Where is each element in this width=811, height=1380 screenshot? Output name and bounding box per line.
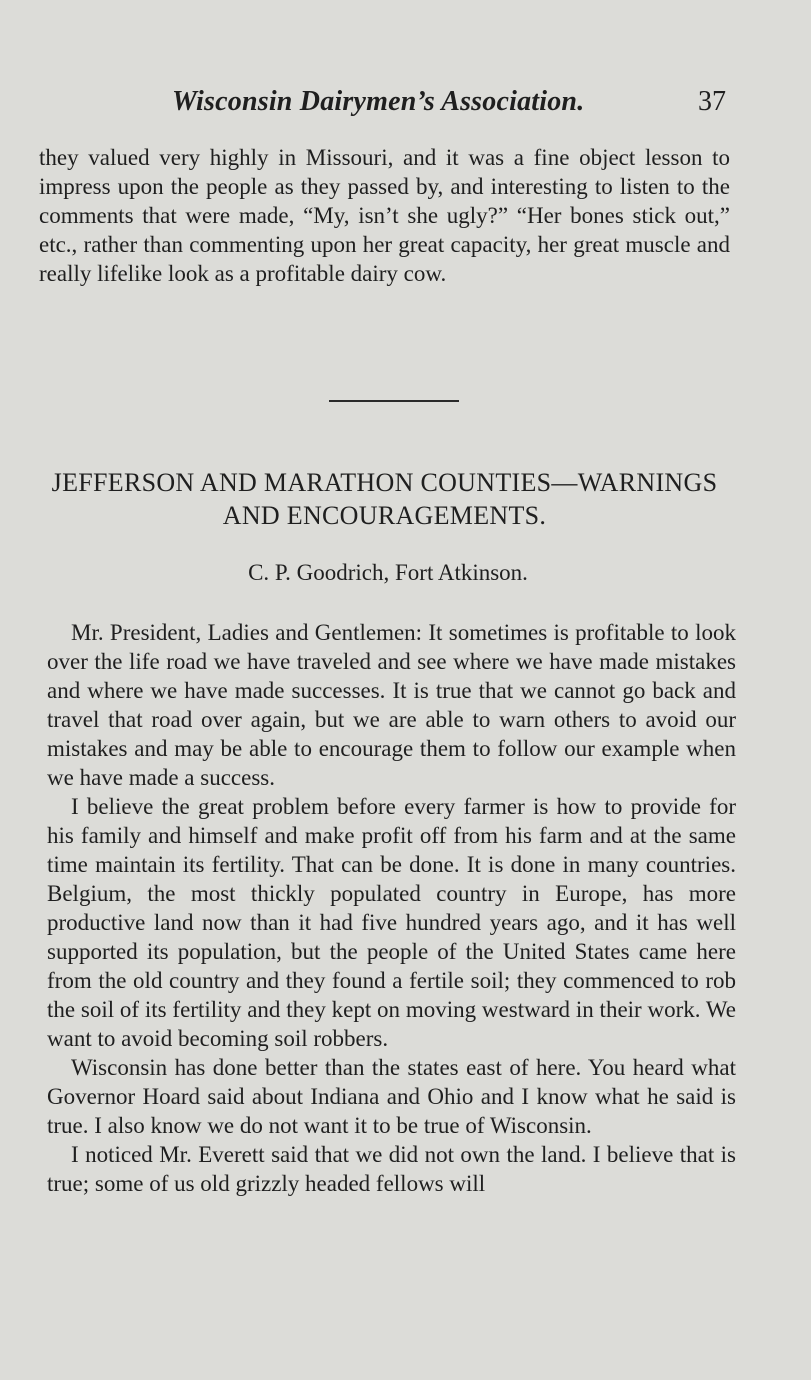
body-paragraph: Mr. President, Ladies and Gentlemen: It sometimes is profitable to look over the life road we have traveled and see where we have made mistakes and where we have made successes. It is true that we cannot go back and travel that road over again, but we are able to warn others to avoid our mistakes and may be able to encourage them to follow our example when we have made a success. (47, 620, 736, 790)
page-number: 37 (698, 86, 726, 117)
body-paragraph: I believe the great problem before every farmer is how to provide for his family and himself and make profit off from his farm and at the same time maintain its fertility. That can be done. It is done in many countries. Belgium, the most thickly populated country in Europe, has more productive land now than it had five hundred years ago, and it has well supported its population, but the people of the United States came here from the old country and they found a fertile soil; they commenced to rob the soil of its fertility and they kept on moving westward in their work. We want to avoid becoming soil robbers. (47, 794, 736, 1051)
body-paragraph: I noticed Mr. Everett said that we did not own the land. I believe that is true; some of us old grizzly headed fellows will (47, 1142, 736, 1196)
section-divider (329, 400, 459, 402)
running-head (0, 86, 811, 122)
continued-paragraph: they valued very highly in Missouri, and it was a fine object lesson to impress upon the people as they passed by, and interesting to listen to the comments that were made, “My, isn’t she ugly?” “Her bones stick out,” etc., rather than commenting upon her great capacity, her great muscle and really lifelike look as a profitable dairy cow. (39, 145, 730, 286)
body-paragraph: Wisconsin has done better than the states east of here. You heard what Governor Hoard said about Indiana and Ohio and I know what he said is true. I also know we do not want it to be true of Wisconsin. (47, 1055, 736, 1138)
article-body (47, 618, 736, 1198)
running-title: Wisconsin Dairymen’s Association. (172, 86, 585, 117)
article-author: C. P. Goodrich, Fort Atkinson. (248, 560, 528, 585)
article-title: JEFFERSON AND MARATHON COUNTIES—WARNINGS AND ENCOURAGEMENTS. (51, 468, 718, 530)
